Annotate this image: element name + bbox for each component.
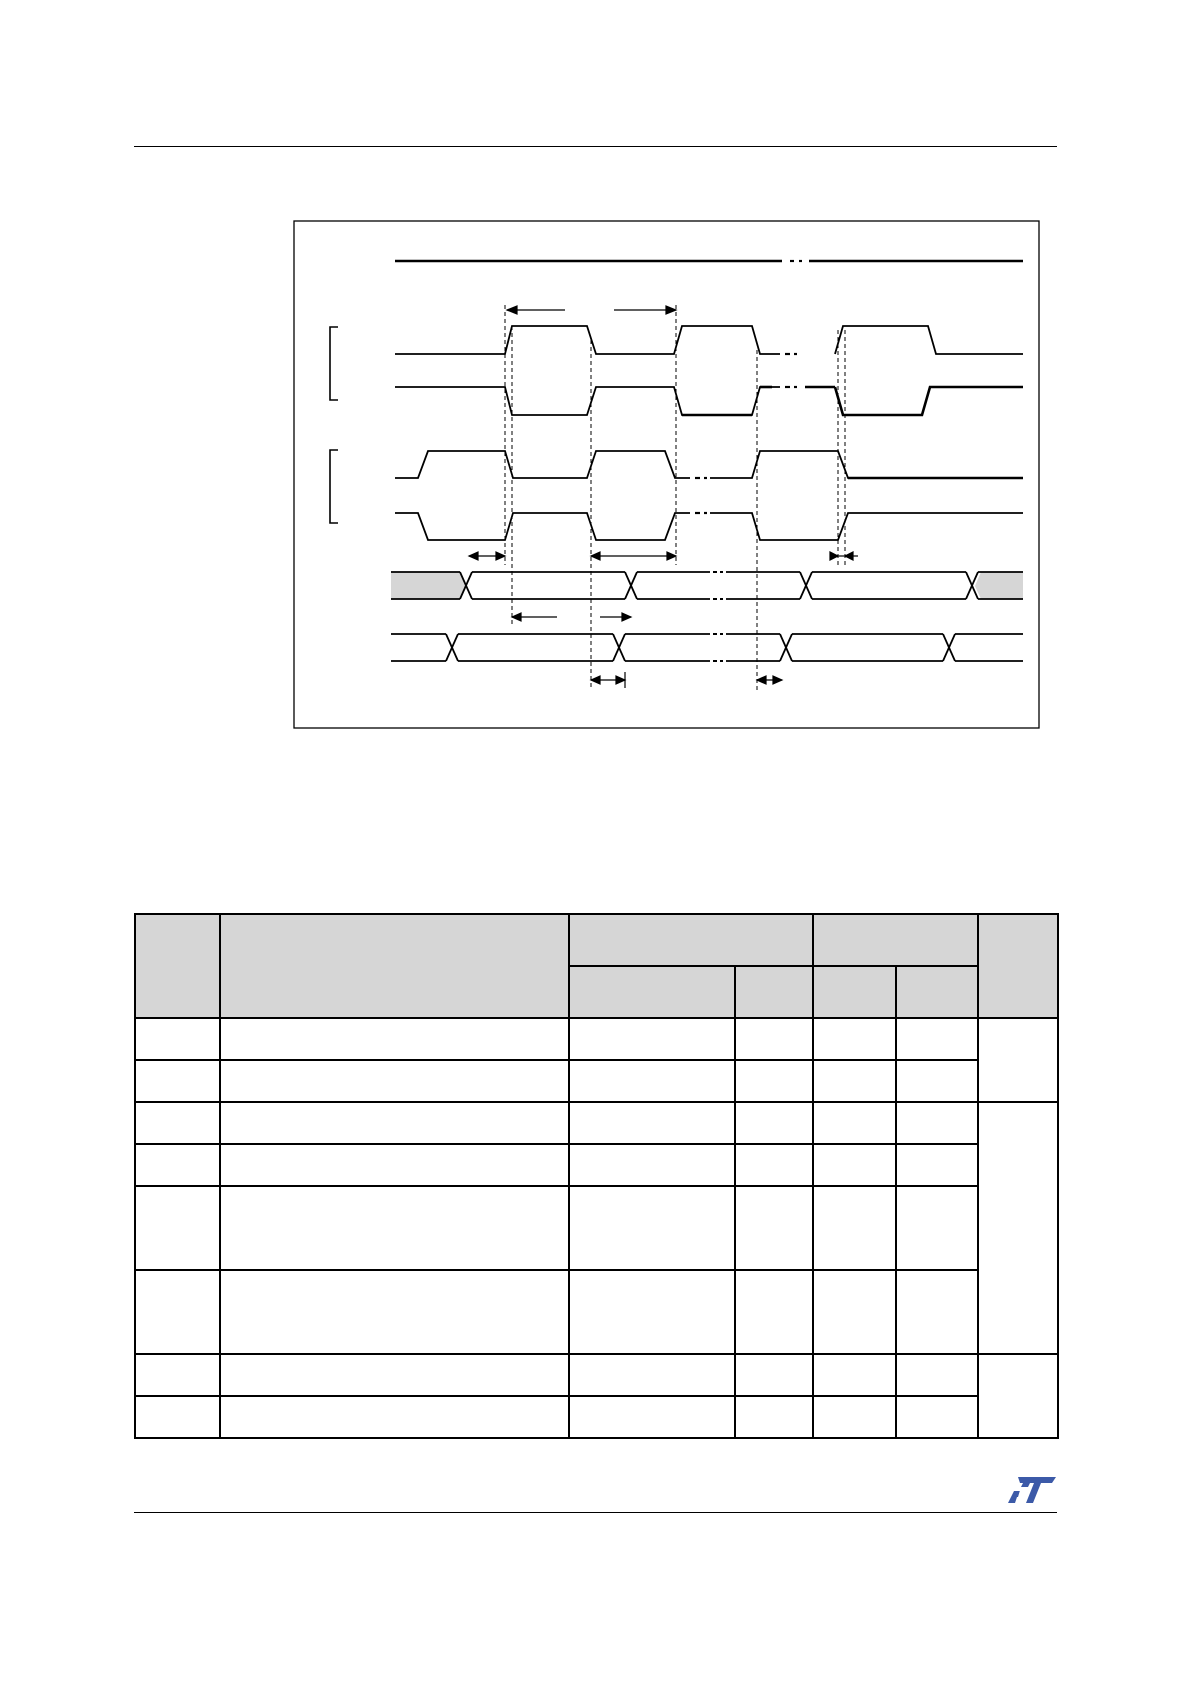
footer-rule bbox=[134, 1512, 1057, 1513]
table-row bbox=[135, 1060, 1058, 1102]
timing-diagram bbox=[0, 0, 1192, 760]
table-row bbox=[135, 1018, 1058, 1060]
table-row bbox=[135, 1102, 1058, 1144]
st-logo-icon bbox=[1008, 1475, 1058, 1505]
header-cell bbox=[569, 914, 813, 966]
data-bus-1 bbox=[391, 572, 1023, 599]
header-cell bbox=[813, 966, 896, 1018]
period-arrow bbox=[507, 306, 676, 314]
diagram-frame bbox=[294, 221, 1039, 728]
header-cell bbox=[978, 914, 1058, 1018]
table-row bbox=[135, 1270, 1058, 1354]
timing-guides bbox=[505, 305, 845, 690]
pair1-break bbox=[785, 354, 797, 387]
clock-neg-waveform bbox=[395, 387, 780, 415]
strobe-neg-waveform bbox=[395, 513, 690, 540]
bus-break-dots bbox=[713, 572, 723, 661]
clock-neg-waveform-2 bbox=[835, 387, 1023, 415]
data-bus-2 bbox=[391, 634, 1023, 661]
table-row bbox=[135, 1144, 1058, 1186]
table-row bbox=[135, 1354, 1058, 1396]
strobe-pos-waveform bbox=[395, 451, 690, 478]
pair2-break bbox=[695, 478, 707, 513]
setup-arrows bbox=[469, 552, 858, 560]
clock-pos-waveform bbox=[395, 326, 780, 354]
header-cell bbox=[135, 914, 220, 1018]
bracket-group-1 bbox=[330, 327, 338, 400]
header-cell bbox=[896, 966, 978, 1018]
hold-arrows bbox=[512, 613, 631, 621]
table-row bbox=[135, 1186, 1058, 1270]
header-cell bbox=[813, 914, 978, 966]
clock-pos-waveform-2 bbox=[835, 326, 1023, 354]
header-cell bbox=[735, 966, 813, 1018]
spec-table bbox=[134, 913, 1059, 1439]
bracket-group-2 bbox=[330, 450, 338, 523]
header-cell bbox=[569, 966, 735, 1018]
bottom-arrows bbox=[591, 672, 782, 688]
table-row bbox=[135, 1396, 1058, 1438]
table-header-row bbox=[135, 914, 1058, 966]
header-cell bbox=[220, 914, 569, 1018]
